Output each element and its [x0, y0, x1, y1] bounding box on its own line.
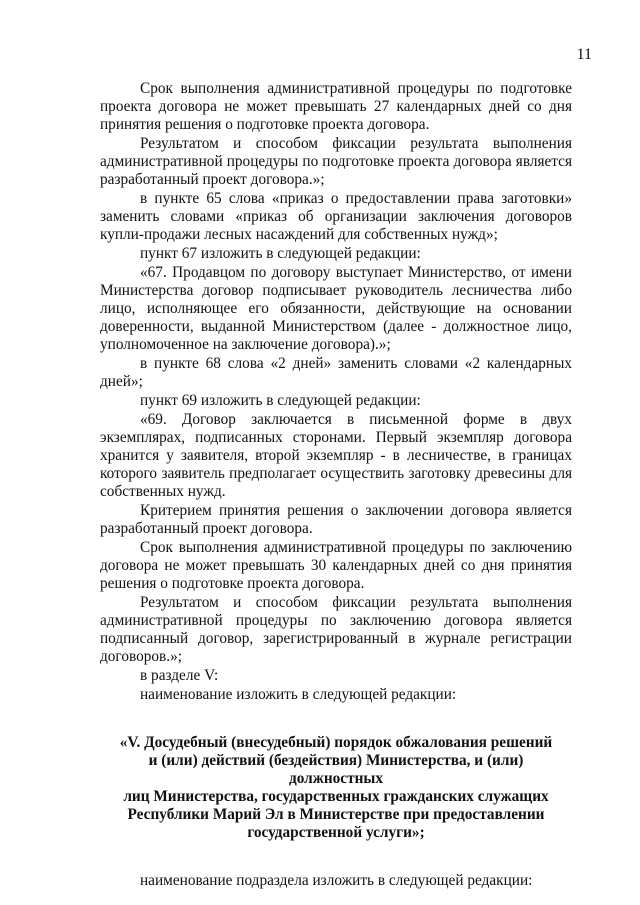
heading-line: государственной услуги»;: [247, 824, 425, 841]
paragraph-section-v: в разделе V:: [140, 667, 219, 684]
paragraph-item-67-intro: пункт 67 изложить в следующей редакции:: [140, 245, 421, 262]
heading-line: «V. Досудебный (внесудебный) порядок обжалования решений: [119, 734, 553, 751]
paragraph-item-67-text: «67. Продавцом по договору выступает Министерство, от имени Министерства договор подписывает руководитель лесничества либо лицо, исполняющее его обязанности, действующие на основании доверенности, выданной Министерством (далее - должностное лицо, уполномоченное на заключение договора).»;: [100, 264, 572, 353]
paragraph-item-69-intro: пункт 69 изложить в следующей редакции:: [140, 392, 421, 409]
heading-line: лиц Министерства, государственных гражданских служащих: [123, 788, 549, 805]
paragraph-item-65-amendment: в пункте 65 слова «приказ о предоставлении права заготовки» заменить словами «приказ об организации заключения договоров купли-продажи лесных насаждений для собственных нужд»;: [100, 190, 572, 243]
document-body: [100, 80, 572, 890]
section-heading: [100, 734, 572, 842]
paragraph-decision-criterion: Критерием принятия решения о заключении договора является разработанный проект договора.: [100, 502, 572, 537]
paragraph-deadline-preparation: Срок выполнения административной процедуры по подготовке проекта договора не может превышать 27 календарных дней со дня принятия решения о подготовке проекта договора.: [100, 80, 572, 133]
paragraph-result-conclusion: Результатом и способом фиксации результата выполнения административной процедуры по заключению договора является подписанный договор, зарегистрированный в журнале регистрации договоров.»;: [100, 594, 572, 665]
heading-line: и (или) действий (бездействия) Министерства, и (или) должностных: [148, 752, 524, 787]
heading-line: Республики Марий Эл в Министерстве при предоставлении: [127, 806, 545, 823]
paragraph-item-68-amendment: в пункте 68 слова «2 дней» заменить словами «2 календарных дней»;: [100, 355, 572, 390]
paragraph-result-preparation: Результатом и способом фиксации результата выполнения административной процедуры по подготовке проекта договора является разработанный проект договора.»;: [100, 135, 572, 188]
paragraph-item-69-text: «69. Договор заключается в письменной форме в двух экземплярах, подписанных сторонами. Первый экземпляр договора хранится у заявителя, второй экземпляр - в лесничестве, в границах которого заявитель предполагает осуществить заготовку древесины для собственных нужд.: [100, 411, 572, 500]
page-number: 11: [576, 46, 592, 63]
paragraph-subsection-title-intro: наименование подраздела изложить в следующей редакции:: [140, 872, 533, 889]
paragraph-deadline-conclusion: Срок выполнения административной процедуры по заключению договора не может превышать 30 календарных дней со дня принятия решения о подготовке проекта договора.: [100, 539, 572, 592]
paragraph-title-intro: наименование изложить в следующей редакции:: [140, 686, 457, 703]
